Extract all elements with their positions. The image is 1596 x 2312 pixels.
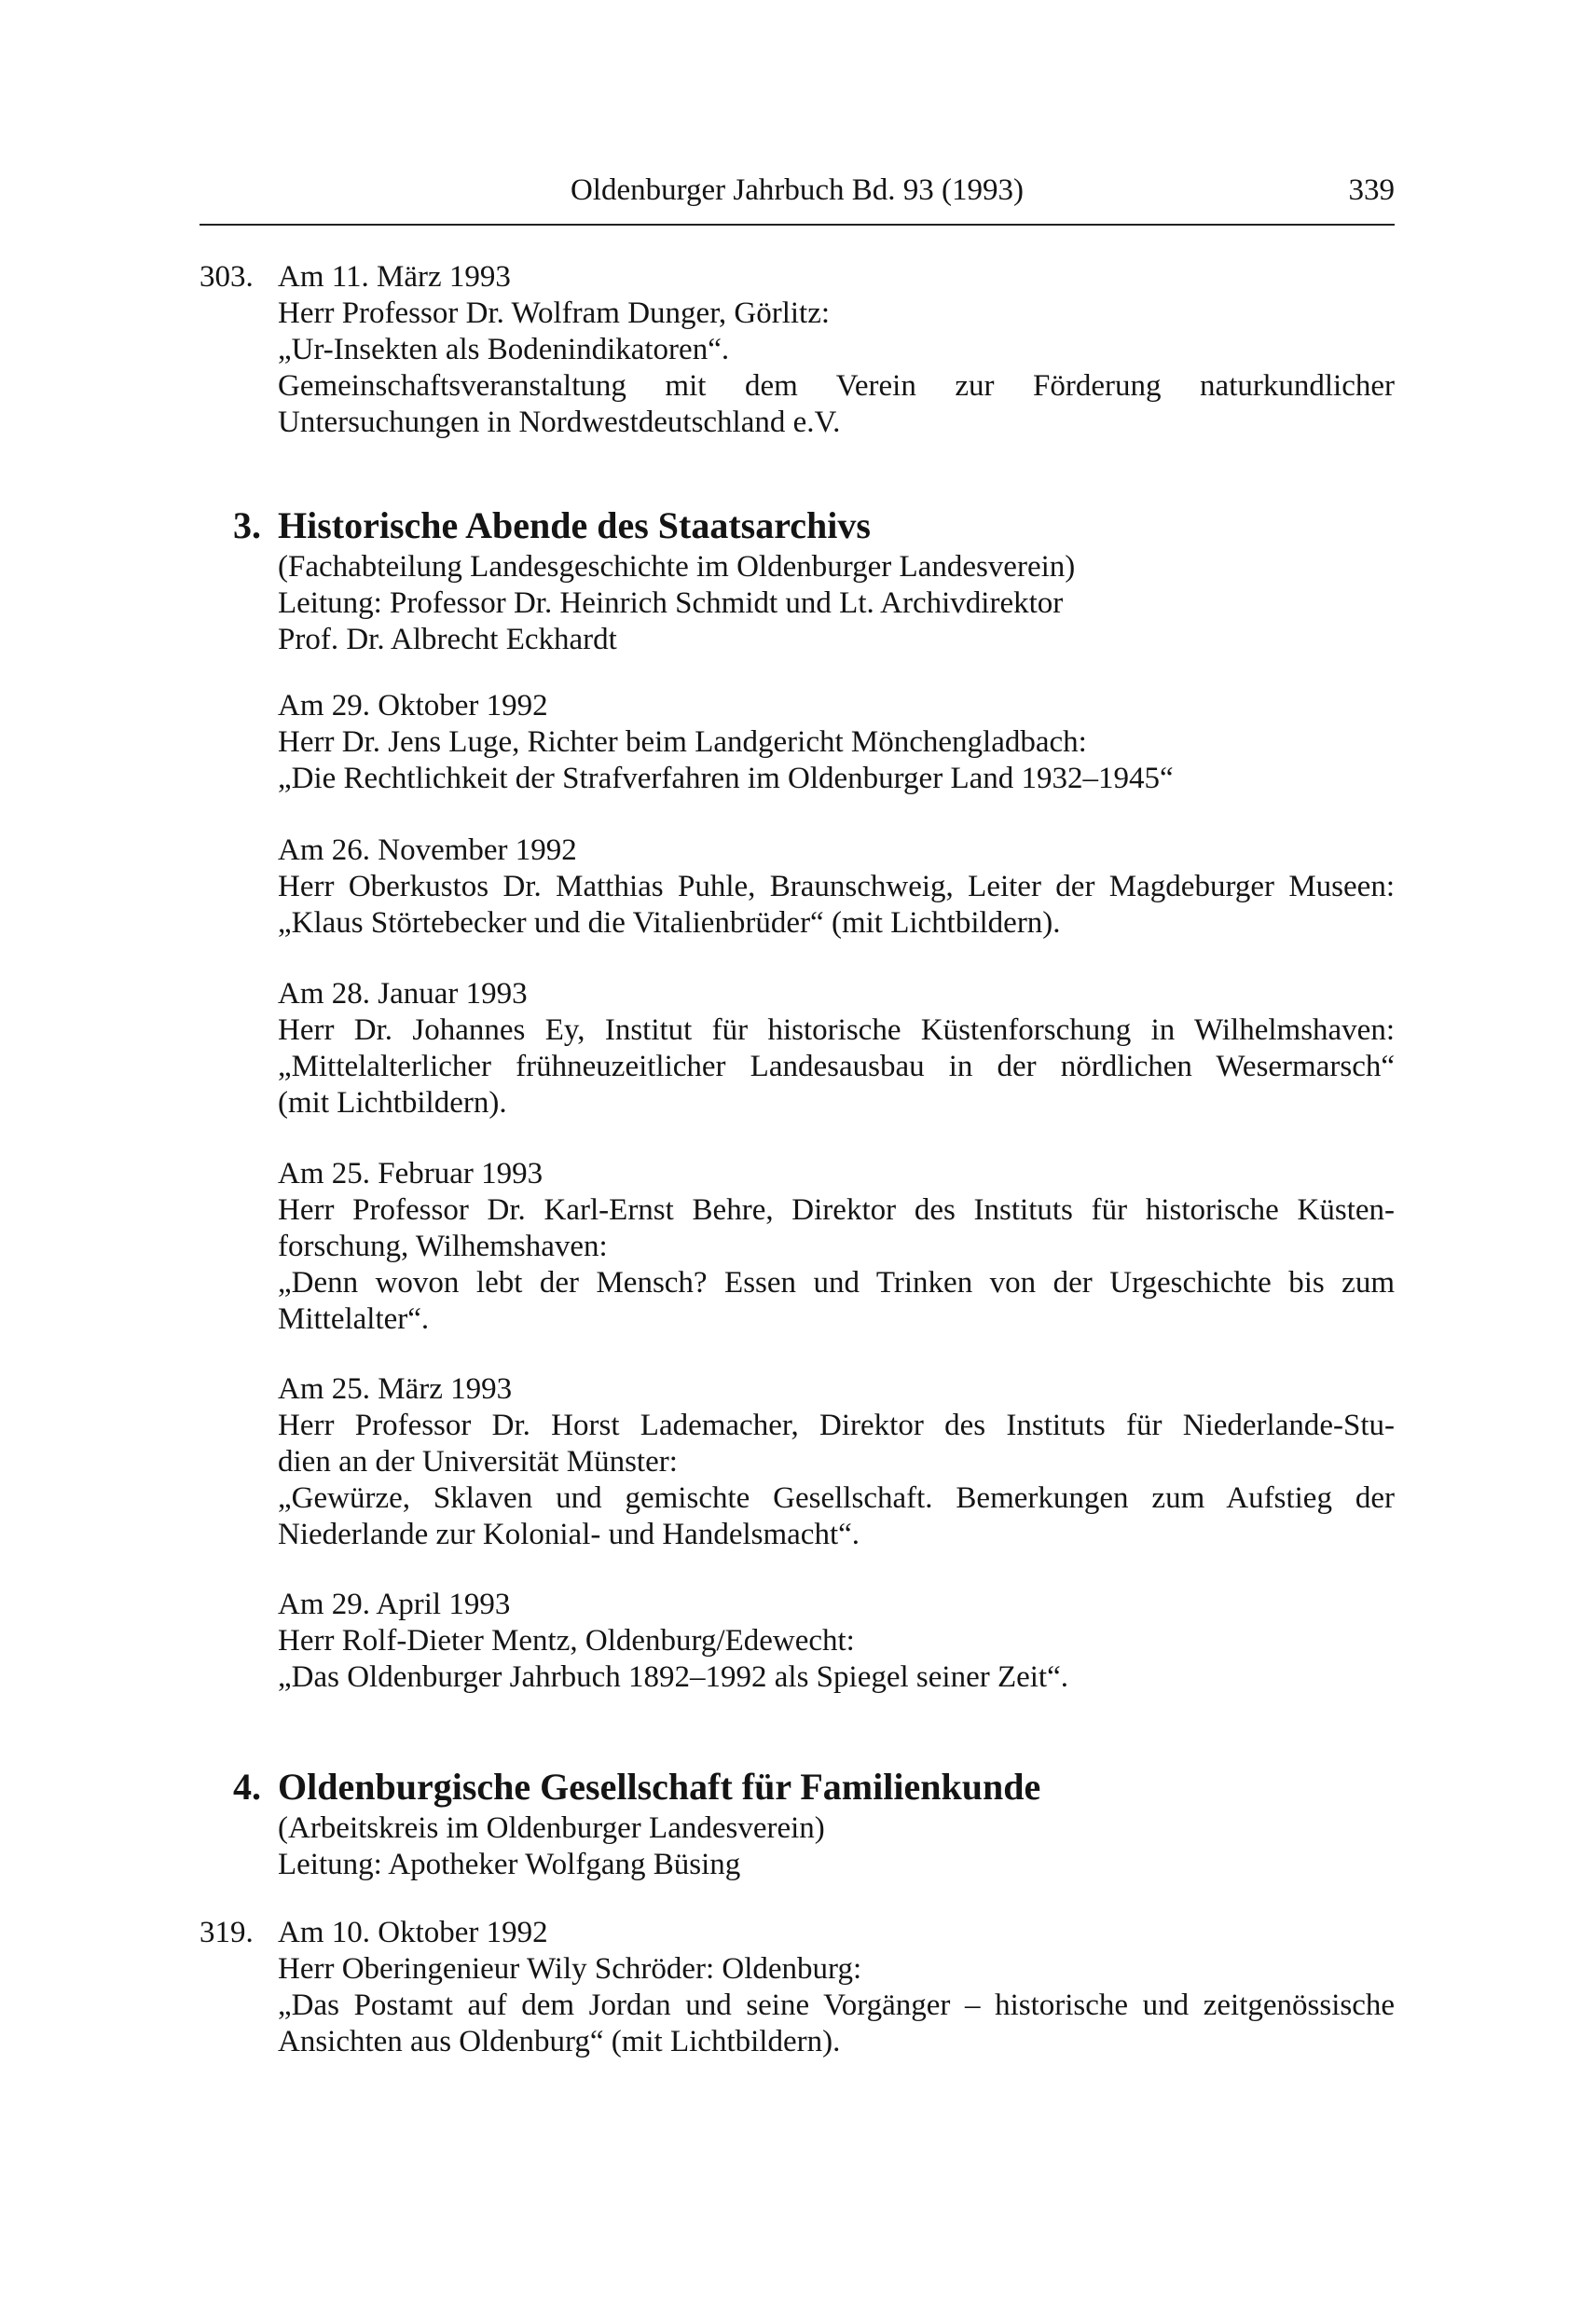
- talk-title: „Mittelalterlicher frühneuzeitlicher Landesausbau in der nördlichen Wesermarsch“: [278, 1050, 1395, 1083]
- talk-title-cont: Mittelalter“.: [278, 1302, 430, 1336]
- event-date: Am 11. März 1993: [278, 260, 511, 294]
- entry-319: [278, 1915, 1395, 2060]
- talk-title: „Die Rechtlichkeit der Strafverfahren im Oldenburger Land 1932–1945“: [278, 762, 1174, 795]
- talk-title-cont: Niederlande zur Kolonial- und Handelsmacht“.: [278, 1518, 860, 1551]
- speaker: Herr Dr. Jens Luge, Richter beim Landgericht Mönchengladbach:: [278, 725, 1087, 759]
- speaker: Herr Professor Dr. Karl-Ernst Behre, Direktor des Instituts für historische Küsten-: [278, 1193, 1395, 1227]
- event-entry: [278, 1156, 1395, 1338]
- talk-title: „Denn wovon lebt der Mensch? Essen und Trinken von der Urgeschichte bis zum: [278, 1266, 1395, 1300]
- entry-number: 319.: [200, 1916, 254, 1949]
- section-title: Oldenburgische Gesellschaft für Familienkunde: [278, 1766, 1041, 1808]
- running-header: [200, 168, 1395, 213]
- event-date: Am 29. Oktober 1992: [278, 689, 548, 722]
- event-note-cont: Untersuchungen in Nordwestdeutschland e.V.: [278, 406, 841, 439]
- talk-title: „Ur-Insekten als Bodenindikatoren“.: [278, 333, 730, 366]
- event-date: Am 28. Januar 1993: [278, 977, 528, 1011]
- event-date: Am 25. März 1993: [278, 1372, 513, 1406]
- event-date: Am 26. November 1992: [278, 833, 577, 867]
- event-entry: [278, 1587, 1395, 1696]
- talk-title: „Gewürze, Sklaven und gemischte Gesellschaft. Bemerkungen zum Aufstieg der: [278, 1481, 1395, 1515]
- speaker: Herr Professor Dr. Horst Lademacher, Direktor des Instituts für Niederlande-Stu-: [278, 1409, 1395, 1442]
- talk-title: „Das Postamt auf dem Jordan und seine Vorgänger – historische und zeitgenössische: [278, 1989, 1395, 2022]
- section-title: Historische Abende des Staatsarchivs: [278, 504, 871, 546]
- page-number: 339: [1348, 173, 1395, 207]
- talk-title: „Das Oldenburger Jahrbuch 1892–1992 als Spiegel seiner Zeit“.: [278, 1660, 1068, 1694]
- talk-title-cont: Ansichten aus Oldenburg“ (mit Lichtbildern).: [278, 2025, 841, 2058]
- speaker-cont: forschung, Wilhemshaven:: [278, 1230, 608, 1263]
- speaker: Herr Rolf-Dieter Mentz, Oldenburg/Edewecht:: [278, 1624, 855, 1658]
- event-entry: [278, 1371, 1395, 1553]
- section-number: 4.: [233, 1766, 261, 1808]
- section-info-line: (Arbeitskreis im Oldenburger Landesverein): [278, 1811, 825, 1845]
- speaker: Herr Oberkustos Dr. Matthias Puhle, Braunschweig, Leiter der Magdeburger Museen:: [278, 870, 1395, 903]
- entry-number: 303.: [200, 260, 254, 294]
- speaker: Herr Oberingenieur Wily Schröder: Oldenburg:: [278, 1952, 862, 1986]
- header-rule: [200, 224, 1395, 226]
- speaker-cont: dien an der Universität Münster:: [278, 1445, 678, 1479]
- section-number: 3.: [233, 504, 261, 546]
- event-entry: [278, 833, 1395, 942]
- section-info-line: (Fachabteilung Landesgeschichte im Oldenburger Landesverein): [278, 550, 1076, 584]
- section-info: [278, 549, 1395, 658]
- journal-title: Oldenburger Jahrbuch Bd. 93 (1993): [570, 173, 1025, 207]
- speaker: Herr Professor Dr. Wolfram Dunger, Görlitz:: [278, 296, 831, 330]
- section-info: [278, 1810, 1395, 1883]
- section-info-line: Leitung: Professor Dr. Heinrich Schmidt und Lt. Archivdirektor: [278, 586, 1064, 620]
- entry-303: [278, 259, 1395, 441]
- talk-title: „Klaus Störtebecker und die Vitalienbrüder“ (mit Lichtbildern).: [278, 906, 1061, 940]
- event-entry: [278, 976, 1395, 1122]
- speaker: Herr Dr. Johannes Ey, Institut für historische Küstenforschung in Wilhelmshaven:: [278, 1013, 1395, 1047]
- event-date: Am 29. April 1993: [278, 1588, 511, 1621]
- section-info-line: Leitung: Apotheker Wolfgang Büsing: [278, 1848, 741, 1881]
- event-date: Am 10. Oktober 1992: [278, 1916, 548, 1949]
- section-info-line: Prof. Dr. Albrecht Eckhardt: [278, 623, 617, 656]
- event-entry: [278, 688, 1395, 797]
- event-date: Am 25. Februar 1993: [278, 1157, 543, 1190]
- event-note: Gemeinschaftsveranstaltung mit dem Verein zur Förderung naturkundlicher: [278, 369, 1395, 403]
- talk-note: (mit Lichtbildern).: [278, 1086, 507, 1120]
